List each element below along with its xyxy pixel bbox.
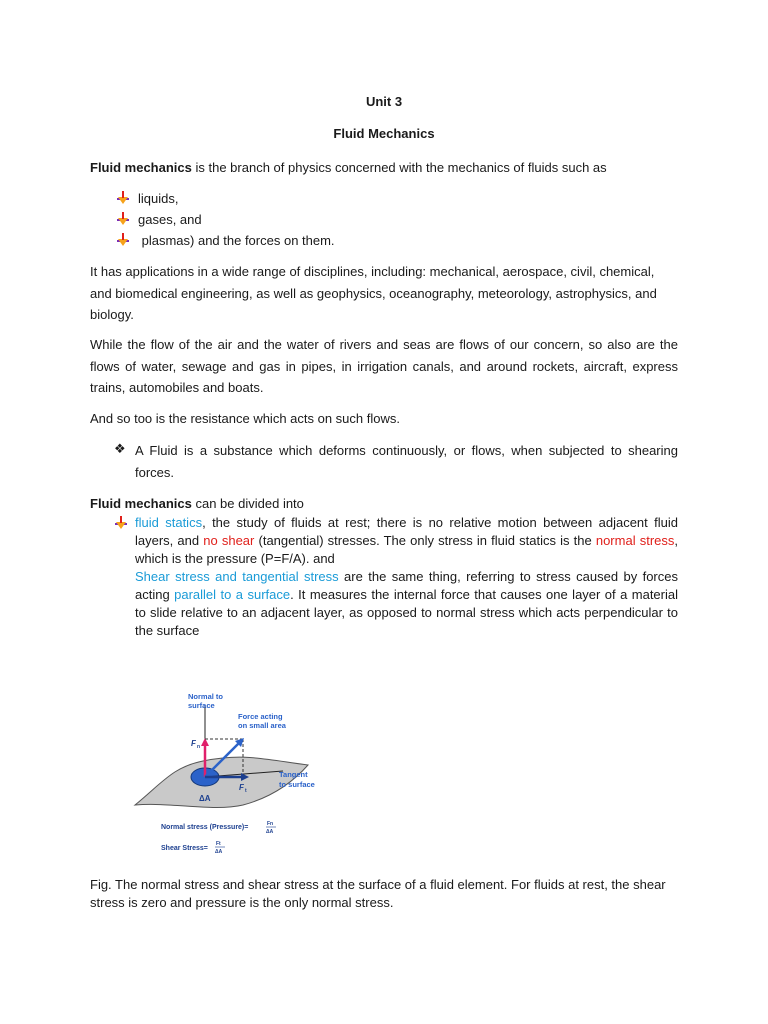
statics-text: , the study of fluids at rest; there is no relative motion between adjacent fluid layers, and [135,515,678,548]
resistance-paragraph: And so too is the resistance which acts on such flows. [90,411,400,426]
stress-figure [133,687,328,857]
arrow-bullet-icon [114,516,128,530]
fluid-item-liquids: liquids, [138,191,179,206]
shear-text: are the same thing, referring to stress caused by forces acting [135,569,678,602]
tangent-label-2: to surface [279,780,315,789]
delta-a-label: ΔA [199,794,211,803]
normal-stress-term: normal stress [595,533,675,548]
divided-paragraph [90,493,678,515]
ft-subscript: t [245,788,247,794]
flows-paragraph: While the flow of the air and the water of rivers and seas are flows of our concern, so also are the flows of water, sewage and gas in pipes, in irrigation canals, and around rockets, aircraft, express trains, automobiles and boats. [90,337,678,395]
arrow-bullet-icon [116,191,130,205]
statics-text: , which is the pressure (P=F/A). and [135,533,679,566]
list-item [116,209,202,230]
divided-term: Fluid mechanics [90,496,192,511]
shear-stress-formula: Shear Stress= [161,845,208,852]
frac-ft: Ft [216,841,221,847]
frac-da: ΔA [266,829,274,835]
fn-label: F [191,739,196,748]
applications-paragraph: It has applications in a wide range of disciplines, including: mechanical, aerospace, civil, chemical, and biomedical engineering, as well as geophysics, oceanography, meteorology, astrophysics, and biology. [90,264,657,322]
fluid-item-gases: gases, and [138,212,202,227]
shear-paragraph [135,568,678,640]
no-shear-term: no shear [203,533,255,548]
normal-label-2: surface [188,701,215,710]
fn-subscript: n [197,744,201,750]
arrow-bullet-icon [116,233,130,247]
intro-rest: is the branch of physics concerned with the mechanics of fluids such as [191,160,607,175]
definition-paragraph: A Fluid is a substance which deforms continuously, or flows, when subjected to shearing forces. [135,443,678,480]
diamond-bullet-icon: ❖ [114,441,126,456]
ft-label: F [239,783,244,792]
normal-stress-formula: Normal stress (Pressure)= [161,824,249,831]
fluid-item-plasmas: plasmas) and the forces on them. [138,233,335,248]
tangent-label-1: Tangent [279,770,308,779]
page-title: Fluid Mechanics [333,126,435,141]
force-label-1: Force acting [238,712,283,721]
fluid-statics-term: fluid statics [135,515,203,530]
force-label-2: on small area [238,721,286,730]
list-item [116,188,178,209]
normal-label-1: Normal to [188,692,224,701]
statics-paragraph [135,514,678,568]
shear-stress-term: Shear stress and tangential stress [135,569,339,584]
shear-text: . It measures the internal force that causes one layer of a material to slide relative to an adjacent layer, as opposed to normal stress which acts perpendicular to the surface [135,587,678,638]
frac-fn: Fn [267,821,274,827]
list-item [116,230,335,251]
intro-term: Fluid mechanics [90,160,192,175]
intro-paragraph [90,157,678,179]
figure-caption: Fig. The normal stress and shear stress at the surface of a fluid element. For fluids at rest, the shear stress is zero and pressure is the only normal stress. [90,877,666,910]
arrow-bullet-icon [116,212,130,226]
unit-heading: Unit 3 [365,94,403,109]
parallel-surface-term: parallel to a surface [174,587,291,602]
frac-da: ΔA [215,849,223,855]
statics-text: (tangential) stresses. The only stress in fluid statics is the [254,533,596,548]
divided-rest: can be divided into [191,496,304,511]
